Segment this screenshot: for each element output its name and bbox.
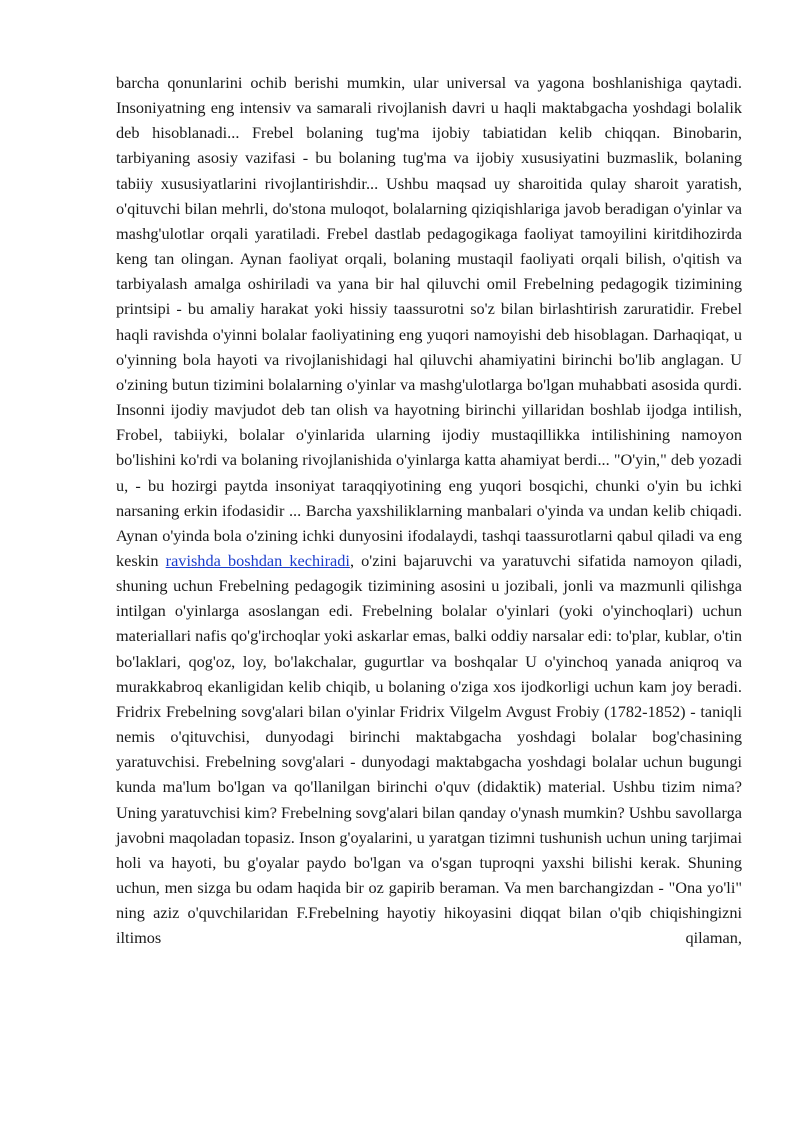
paragraph-text-after-link: , o'zini bajaruvchi va yaratuvchi sifatida namoyon qiladi, shuning uchun Frebelning pedagogik tizimining asosini u jozibali, jonli va mazmunli qilishga intilgan o'yinlarga asoslangan edi. Frebelning bolalar o'yinlari (yoki o'yinchoqlari) uchun materiallari nafis qo'g'irchoqlar yoki askarlar emas, balki oddiy narsalar edi: to'plar, kublar, o'tin bo'laklari, qog'oz, loy, bo'lakchalar, gugurtlar va boshqalar U o'yinchoq yanada aniqroq va murakkabroq ekanligidan kelib chiqib, u bolaning o'ziga xos ijodkorligi uchun kam joy beradi. Fridrix Frebelning sovg'alari bilan o'yinlar Fridrix Vilgelm Avgust Frobiy (1782-1852) - taniqli nemis o'qituvchisi, dunyodagi birinchi maktabgacha yoshdagi bolalar bog'chasining yaratuvchisi. Frebelning sovg'alari - dunyodagi maktabgacha yoshdagi bolalar uchun bugungi kunda ma'lum bo'lgan va qo'llanilgan birinchi o'quv (didaktik) material. Ushbu tizim nima? Uning yaratuvchisi kim? Frebelning sovg'alari bilan qanday o'ynash mumkin? Ushbu savollarga javobni maqoladan topasiz. Inson g'oyalarini, u yaratgan tizimni tushunish uchun uning tarjimai holi va hayoti, bu g'oyalar paydo bo'lgan va o'sgan tuproqni yaxshi bilishi kerak. Shuning uchun, men sizga bu odam haqida bir oz gapirib beraman. Va men barchangizdan - "Ona yo'li" ning aziz o'quvchilaridan F.Frebelning hayotiy hikoyasini diqqat bilan o'qib chiqishingizni iltimos qilaman, <box>116 550 742 948</box>
paragraph-text-before-link: barcha qonunlarini ochib berishi mumkin, ular universal va yagona boshlanishiga qaytadi. Insoniyatning eng intensiv va samarali rivojlanish davri u haqli maktabgacha yoshdagi bolalik deb hisoblanadi... Frebel bolaning tug'ma ijobiy tabiatidan kelib chiqqan. Binobarin, tarbiyaning asosiy vazifasi - bu bolaning tug'ma va ijobiy xususiyatini buzmaslik, bolaning tabiiy xususiyatlarini rivojlantirishdir... Ushbu maqsad uy sharoitida qulay sharoit yaratish, o'qituvchi bilan mehrli, do'stona muloqot, bolalarning qiziqishlariga javob beradigan o'yinlar va mashg'ulotlar orqali yaratiladi. Frebel dastlab pedagogikaga faoliyat tamoyilini kiritdihozirda keng tan olingan. Aynan faoliyat orqali, bolaning mustaqil faoliyati orqali bilish, o'qitish va tarbiyalash amalga oshiriladi va yana bir hal qiluvchi omil Frebelning pedagogik tizimining printsipi - bu amaliy harakat yoki hissiy taassurotni so'z bilan birlashtirish zaruratidir. Frebel haqli ravishda o'yinni bolalar faoliyatining eng yuqori namoyishi deb hisoblagan. Darhaqiqat, u o'yinning bola hayoti va rivojlanishidagi hal qiluvchi ahamiyatini birinchi bo'lib anglagan. U o'zining butun tizimini bolalarning o'yinlar va mashg'ulotlarga bo'lgan muhabbati asosida qurdi. Insonni ijodiy mavjudot deb tan olish va hayotning birinchi yillaridan boshlab ijodga intilish, Frobel, tabiiyki, bolalar o'yinlarida ularning ijodiy mustaqillikka intilishining namoyon bo'lishini ko'rdi va bolaning rivojlanishida o'yinlarga katta ahamiyat berdi... "O'yin," deb yozadi u, - bu hozirgi paytda insoniyat taraqqiyotining eng yuqori bosqichi, chunki o'yin bu ichki narsaning erkin ifodasidir ... Barcha yaxshiliklarning manbalari o'yinda va undan kelib chiqadi. Aynan o'yinda bola o'zining ichki dunyosini ifodalaydi, tashqi taassurotlarni qabul qiladi va eng keskin <box>116 73 742 570</box>
inline-link[interactable]: ravishda boshdan kechiradi <box>165 550 350 570</box>
body-paragraph <box>116 70 742 950</box>
document-page <box>116 70 742 950</box>
